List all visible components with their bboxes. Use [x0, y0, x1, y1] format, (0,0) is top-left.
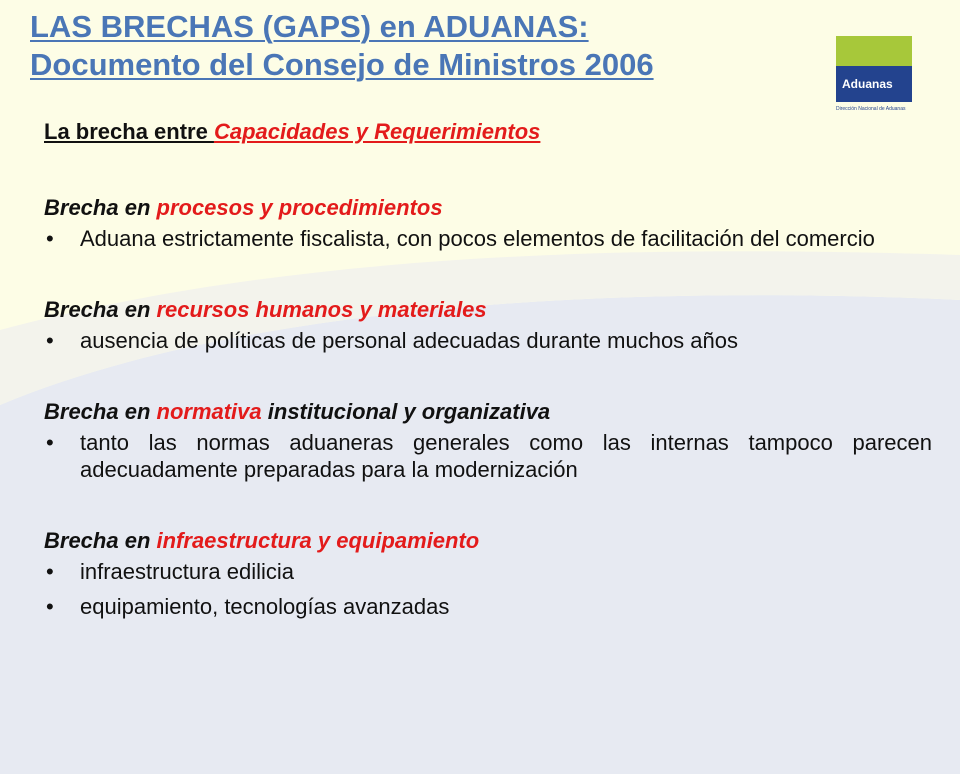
logo-green-block [836, 36, 912, 68]
aduanas-logo [836, 36, 912, 120]
gap-heading-highlight: normativa [156, 399, 262, 424]
slide-content [44, 118, 932, 628]
bullet-item: • tanto las normas aduaneras generales como las internas tampoco parecen adecuadamente preparadas para la modernización [44, 429, 932, 483]
section-subtitle [44, 118, 932, 150]
gap-section [44, 296, 932, 354]
gap-heading [44, 194, 932, 221]
gap-heading-suffix: institucional y organizativa [261, 399, 551, 424]
gap-section [44, 527, 932, 620]
subtitle-prefix: La brecha entre [44, 119, 214, 144]
title-line-2: Documento del Consejo de Ministros 2006 [30, 47, 654, 82]
subtitle-highlight: Capacidades y Requerimientos [213, 119, 541, 144]
gap-heading-prefix: Brecha en [44, 399, 157, 424]
gap-heading-prefix: Brecha en [44, 195, 157, 220]
gap-heading-highlight: infraestructura y equipamiento [156, 528, 480, 553]
bullet-item: • ausencia de políticas de personal adecuadas durante muchos años [44, 327, 932, 354]
bullet-item: • Aduana estrictamente fiscalista, con pocos elementos de facilitación del comercio [44, 225, 932, 252]
gap-section [44, 194, 932, 252]
bullet-list [44, 558, 932, 620]
bullet-item: • equipamiento, tecnologías avanzadas [44, 593, 932, 620]
gap-heading-prefix: Brecha en [44, 528, 157, 553]
gap-heading-highlight: procesos y procedimientos [156, 195, 443, 220]
bullet-list [44, 225, 932, 252]
logo-blue-block [836, 66, 912, 102]
logo-subtitle: Dirección Nacional de Aduanas [836, 106, 906, 112]
gap-heading [44, 398, 932, 425]
bullet-item: • infraestructura edilicia [44, 558, 932, 585]
gap-heading-highlight: recursos humanos y materiales [156, 297, 487, 322]
gap-heading-prefix: Brecha en [44, 297, 157, 322]
title-line-1: LAS BRECHAS (GAPS) en ADUANAS: [30, 9, 589, 44]
logo-name: Aduanas [842, 77, 893, 91]
gap-section [44, 398, 932, 483]
gap-heading [44, 296, 932, 323]
bullet-list [44, 327, 932, 354]
gap-heading [44, 527, 932, 554]
bullet-list [44, 429, 932, 483]
slide-title [30, 8, 654, 84]
